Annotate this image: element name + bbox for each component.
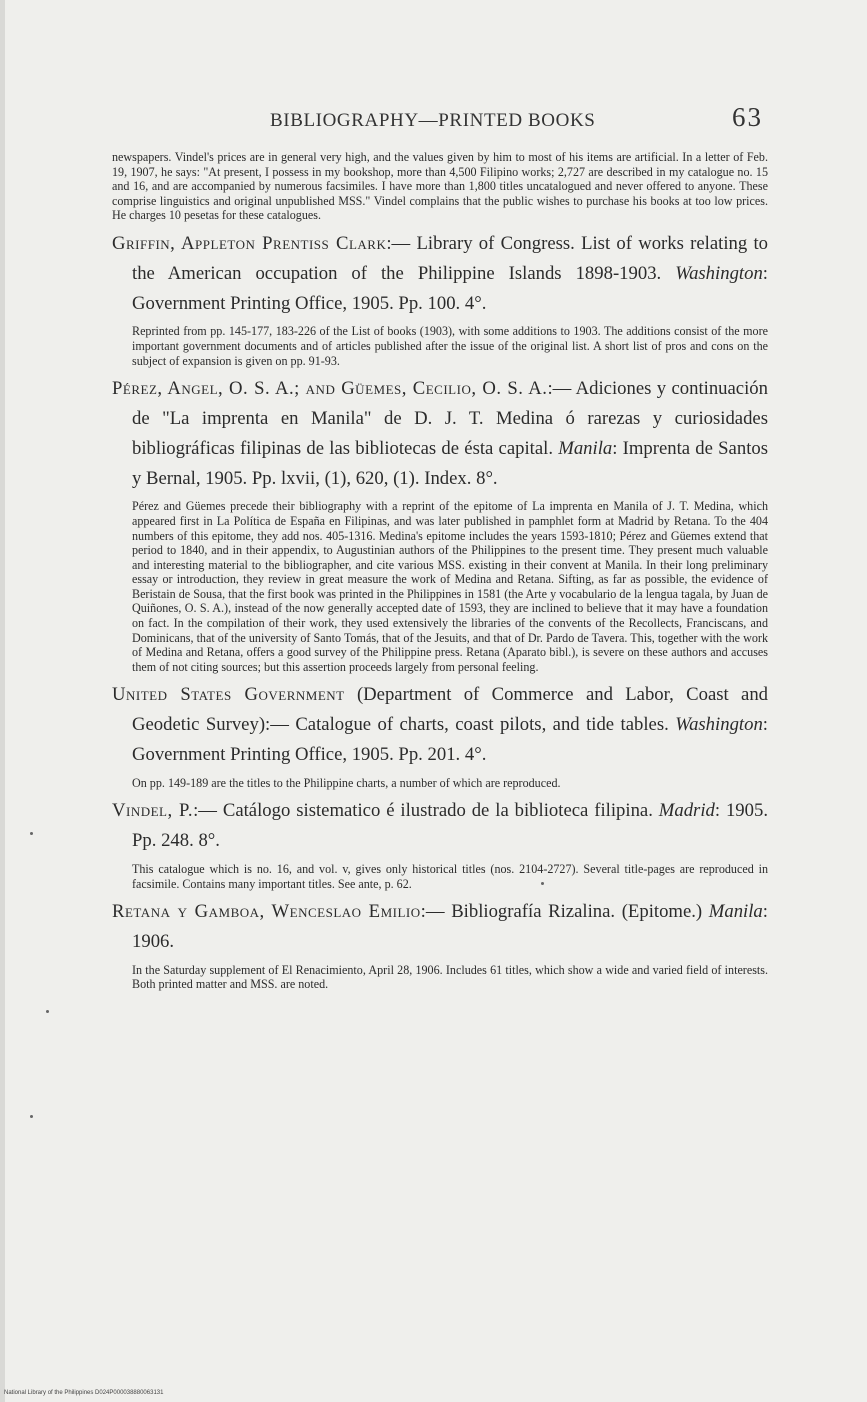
bibliography-body	[112, 150, 768, 998]
bibliography-entry	[112, 229, 768, 318]
entry-place: Manila	[558, 437, 613, 459]
entry-place: Washington	[675, 262, 763, 284]
entry-place: Manila	[708, 901, 763, 923]
entry-imprint: : Government Printing Office, 1905. Pp. 201. 4°.	[132, 714, 768, 766]
page-header	[0, 100, 867, 140]
margin-mark	[46, 1010, 49, 1013]
entry-separator: :—	[386, 232, 417, 254]
entry-imprint: : 1906.	[132, 901, 768, 953]
page-edge	[0, 0, 5, 1402]
entry-title: Bibliografía Rizalina. (Epitome.)	[451, 901, 709, 923]
annotation-note: On pp. 149-189 are the titles to the Philippine charts, a number of which are reproduced.	[132, 775, 561, 790]
entry-imprint: : Government Printing Office, 1905. Pp. 100. 4°.	[132, 262, 768, 314]
entry-title: (Department of Commerce and Labor, Coast and Geodetic Survey):— Catalogue of charts, coast pilots, and tide tables.	[132, 684, 769, 736]
running-head: BIBLIOGRAPHY—PRINTED BOOKS	[270, 110, 596, 131]
bibliography-entry	[112, 796, 768, 856]
bibliography-entry	[112, 374, 768, 493]
entry-author: Vindel, P.	[112, 800, 194, 822]
entry-separator: :—	[547, 378, 576, 400]
bibliography-entry	[112, 680, 768, 769]
entry-imprint: : Imprenta de Santos y Bernal, 1905. Pp. lxvii, (1), 620, (1). Index. 8°.	[132, 437, 769, 489]
page-number: 63	[732, 102, 763, 132]
annotation-note: In the Saturday supplement of El Renacimiento, April 28, 1906. Includes 61 titles, which show a wide and varied field of interests. Both printed matter and MSS. are noted.	[132, 962, 768, 992]
entry-place: Madrid	[658, 800, 715, 822]
annotation-note: newspapers. Vindel's prices are in general very high, and the values given by him to most of his items are artificial. In a letter of Feb. 19, 1907, he says: "At present, I possess in my bookshop, more than 4,500 Filipino works; 2,727 are described in my catalogue no. 15 and 16, and are accompanied by numerous facsimiles. I have more than 1,800 titles uncatalogued and never offered to anyone. These comprise linguistics and original unpublished MSS." Vindel complains that the public wishes to purchase his books at too low prices. He charges 10 pesetas for these catalogues.	[112, 150, 768, 223]
annotation-note: This catalogue which is no. 16, and vol. v, gives only historical titles (nos. 2104-2727). Several title-pages are reproduced in facsimile. Contains many important titles. See ante, p. 62.	[132, 862, 768, 891]
entry-title: Catálogo sistematico é ilustrado de la biblioteca filipina.	[222, 800, 659, 822]
annotation-note: Pérez and Güemes precede their bibliography with a reprint of the epitome of La imprenta en Manila of J. T. Medina, which appeared first in La Política de España en Filipinas, and was later published in pamphlet form at Madrid by Retana. To the 404 numbers of this epitome, they add nos. 405-1316. Medina's epitome includes the years 1593-1810; Pérez and Güemes extend that period to 1840, and in their appendix, to Augustinian authors of the Philippines to the present time. They present much valuable and interesting material to the bibliographer, and cite various MSS. existing in their convent at Manila. In their long preliminary essay or introduction, they review in great measure the work of Medina and Retana. Sifting, as far as possible, the evidence of Beristain de Sousa, that the first book was printed in the Philippines in 1581 (the Arte y vocabulario de la lengua tagala, by Juan de Quiñones, O. S. A.), instead of the now generally accepted date of 1593, they are inclined to believe that it may have a foundation on fact. In the compilation of their work, they used extensively the libraries of the convents of the Recollects, Franciscans, and Dominicans, that of the university of Santo Tomás, that of the Jesuits, and that of Dr. Pardo de Tavera. This, together with the work of Medina and Retana, offers a good survey of the Philippine press. Retana (Aparato bibl.), is severe on these authors and accuses them of not citing sources; but this assertion proceeds largely from personal feeling.	[132, 499, 768, 674]
bibliography-entry	[112, 897, 768, 957]
entry-title: Library of Congress. List of works relating to the American occupation of the Philippine Islands 1898-1903.	[132, 232, 768, 284]
entry-author: Pérez, Angel, O. S. A.; and Güemes, Cecilio, O. S. A.	[112, 378, 548, 400]
entry-author: Retana y Gamboa, Wenceslao Emilio	[112, 901, 421, 923]
entry-imprint: : 1905. Pp. 248. 8°.	[132, 800, 769, 852]
entry-place: Washington	[675, 714, 763, 736]
entry-title: Adiciones y continuación de "La imprenta en Manila" de D. J. T. Medina ó rarezas y curiosidades bibliográficas filipinas de las bibliotecas de ésta capital.	[132, 378, 768, 459]
margin-mark	[541, 882, 544, 885]
margin-mark	[30, 832, 33, 835]
entry-separator	[345, 684, 357, 705]
scan-credit: National Library of the Philippines D024P000038880063131	[4, 1390, 164, 1396]
entry-separator: :—	[420, 901, 452, 923]
entry-author: United States Government	[112, 684, 345, 706]
margin-mark	[30, 1115, 33, 1118]
entry-author: Griffin, Appleton Prentiss Clark	[112, 232, 387, 254]
annotation-note: Reprinted from pp. 145-177, 183-226 of the List of books (1903), with some additions to 1903. The additions consist of the more important government documents and of articles published after the issue of the original list. A short list of pros and cons on the subject of expansion is given on pp. 91-93.	[132, 324, 768, 368]
entry-separator: :—	[193, 800, 223, 822]
